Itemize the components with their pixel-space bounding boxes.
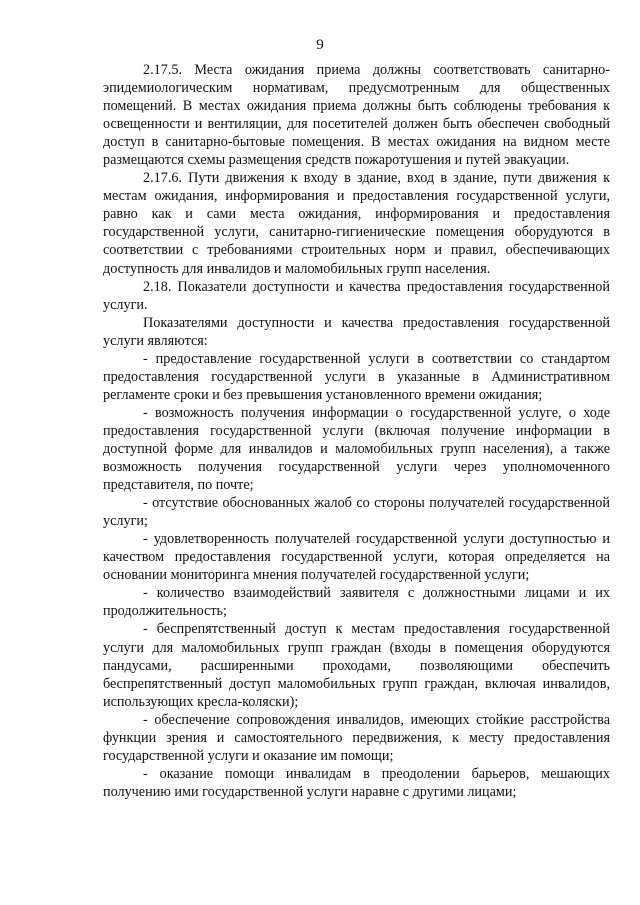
list-item-unobstructed-access: - беспрепятственный доступ к местам предоставления государственной услуги для маломобильных групп граждан (входы в помещения оборудуются пандусами, расширенными проходами, позволяющими обеспечить беспрепятственный доступ маломобильных групп граждан, включая инвалидов, использующих кресла-коляски); — [103, 621, 610, 710]
list-item-satisfaction: - удовлетворенность получателей государственной услуги доступностью и качеством предоставления государственной услуги, которая определяется на основании мониторинга мнения получателей государственной услуги; — [103, 531, 610, 584]
paragraph-2-17-6: 2.17.6. Пути движения к входу в здание, вход в здание, пути движения к местам ожидания, информирования и предоставления государственной услуги, равно как и сами места ожидания, информирования и предоставления государственной услуги, санитарно-гигиенические помещения оборудуются в соответствии с требованиями строительных норм и правил, обеспечивающих доступность для инвалидов и маломобильных групп населения. — [103, 170, 610, 277]
list-item-escort-support: - обеспечение сопровождения инвалидов, имеющих стойкие расстройства функции зрения и самостоятельного передвижения, к месту предоставления государственной услуги и оказание им помощи; — [103, 711, 610, 764]
page-number: 9 — [316, 37, 324, 53]
paragraph-2-17-5: 2.17.5. Места ожидания приема должны соответствовать санитарно-эпидемиологическим нормативам, предусмотренным для общественных помещений. В местах ожидания приема должны быть соблюдены требования к освещенности и вентиляции, для посетителей должен быть обеспечен свободный доступ в санитарно-бытовые помещения. В местах ожидания на видном месте размещаются схемы размещения средств пожаротушения и путей эвакуации. — [103, 62, 610, 169]
paragraph-indicators-intro: Показателями доступности и качества предоставления государственной услуги являются: — [103, 314, 610, 349]
list-item-no-complaints: - отсутствие обоснованных жалоб со стороны получателей государственной услуги; — [103, 495, 610, 530]
list-item-barrier-assistance: - оказание помощи инвалидам в преодолении барьеров, мешающих получению ими государственной услуги наравне с другими лицами; — [103, 765, 610, 800]
paragraph-2-18-heading: 2.18. Показатели доступности и качества предоставления государственной услуги. — [103, 278, 610, 313]
list-item-standard-compliance: - предоставление государственной услуги в соответствии со стандартом предоставления государственной услуги в указанные в Административном регламенте сроки и без превышения установленного времени ожидания; — [103, 350, 610, 403]
list-item-interactions-count: - количество взаимодействий заявителя с должностными лицами и их продолжительность; — [103, 585, 610, 620]
document-body — [103, 61, 610, 801]
list-item-information-access: - возможность получения информации о государственной услуге, о ходе предоставления государственной услуги (включая получение информации в доступной форме для инвалидов и маломобильных групп населения), а также возможность получения государственной услуги через уполномоченного представителя, по почте; — [103, 404, 610, 494]
